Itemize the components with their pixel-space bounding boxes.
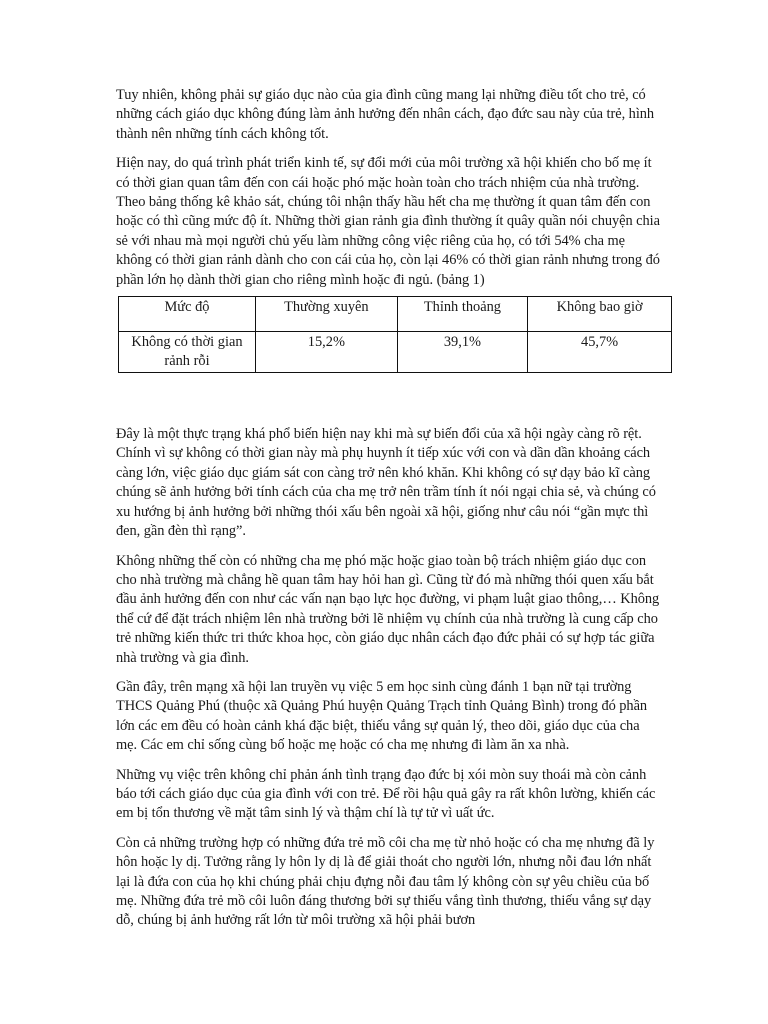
paragraph-orphans: Còn cả những trường hợp có những đứa trẻ mồ côi cha mẹ từ nhỏ hoặc có cha mẹ nhưng đã ly hôn hoặc ly dị. Tưởng rằng ly hôn ly dị là để giải thoát cho người lớn, nhưng nỗi đau lớn nhất lại là đứa con của họ khi chúng phải chịu đựng nỗi đau tâm lý không còn sự yêu chiều của bố mẹ. Những đứa trẻ mồ côi luôn đáng thương bởi sự thiếu vắng tình thương, thiếu vắng sự dạy dỗ, chúng bị ảnh hưởng rất lớn từ môi trường xã hội phải bươn — [116, 834, 655, 929]
table-header-cell: Mức độ — [119, 297, 256, 332]
table-header-cell: Thường xuyên — [256, 297, 398, 332]
table-header-cell: Không bao giờ — [528, 297, 672, 332]
table-cell: 39,1% — [397, 332, 527, 373]
table-header-cell: Thỉnh thoảng — [397, 297, 527, 332]
paragraph-consequences: Những vụ việc trên không chỉ phản ánh tình trạng đạo đức bị xói mòn suy thoái mà còn cảnh báo tới cách giáo dục của gia đình với con trẻ. Để rồi hậu quả gây ra rất khôn lường, khiến các em bị tổn thương về mặt tâm sinh lý và thậm chí là tự tử vì uất ức. — [116, 766, 656, 822]
table-cell: Không có thời gian rảnh rỗi — [119, 332, 256, 373]
paragraph-survey: Hiện nay, do quá trình phát triển kinh tế, sự đổi mới của môi trường xã hội khiến cho bố mẹ ít có thời gian quan tâm đến con cái hoặc phó mặc hoàn toàn cho trách nhiệm của nhà trường. Theo bảng thống kê khảo sát, chúng tôi nhận thấy hầu hết cha mẹ thường ít quan tâm đến con hoặc có thì cũng mức độ ít. Những thời gian rảnh gia đình thường ít quây quần nói chuyện chia sẻ với nhau mà mọi người chủ yếu làm những công việc riêng của họ, có tới 54% cha mẹ không có thời gian rảnh dành cho con cái của họ, còn lại 46% có thời gian rảnh nhưng trong đó phần lớn họ dành thời gian cho riêng mình hoặc đi ngủ. (bảng 1) — [116, 155, 660, 288]
table-cell: 45,7% — [528, 332, 672, 373]
paragraph-reality: Đây là một thực trạng khá phổ biến hiện nay khi mà sự biến đổi của xã hội ngày càng rõ rệt. Chính vì sự không có thời gian này mà phụ huynh ít tiếp xúc với con và dần dần khoảng cách càng lớn, việc giáo dục giám sát con càng trở nên khó khăn. Khi không có sự dạy bảo kĩ càng chúng sẽ ảnh hưởng bởi tính cách của cha mẹ trở nên trầm tính ít nói ngại chia sẻ, và chúng có xu hướng bị ảnh hưởng bởi những thói xấu bên ngoài xã hội, giống như câu nói “gần mực thì đen, gần đèn thì rạng”. — [116, 426, 656, 540]
table-cell: 15,2% — [256, 332, 398, 373]
paragraph-news-case: Gần đây, trên mạng xã hội lan truyền vụ việc 5 em học sinh cùng đánh 1 bạn nữ tại trường THCS Quảng Phú (thuộc xã Quảng Phú huyện Quảng Trạch tỉnh Quảng Bình) trong đó phần lớn các em đều có hoàn cảnh khá đặc biệt, thiếu vắng sự quản lý, theo dõi, giáo dục của cha mẹ. Các em chỉ sống cùng bố hoặc mẹ hoặc có cha mẹ nhưng đi làm ăn xa nhà. — [116, 678, 648, 754]
paragraph-school-responsibility: Không những thế còn có những cha mẹ phó mặc hoặc giao toàn bộ trách nhiệm giáo dục con cho nhà trường mà chẳng hề quan tâm hay hỏi han gì. Cũng từ đó mà những thói quen xấu bắt đầu ảnh hưởng đến con như các vấn nạn bạo lực học đường, vi phạm luật giao thông,… Không thể cứ để đặt trách nhiệm lên nhà trường bởi lẽ nhiệm vụ chính của nhà trường là cung cấp cho trẻ những kiến thức tri thức khoa học, còn giáo dục nhân cách đạo đức phải có sự hợp tác giữa nhà trường và gia đình. — [116, 552, 660, 666]
table-row — [119, 332, 672, 373]
table-header-row — [119, 297, 672, 332]
survey-table — [118, 296, 672, 373]
paragraph-intro: Tuy nhiên, không phải sự giáo dục nào của gia đình cũng mang lại những điều tốt cho trẻ, có những cách giáo dục không đúng làm ảnh hưởng đến nhân cách, đạo đức sau này của trẻ, hình thành nên những tính cách không tốt. — [116, 87, 655, 142]
